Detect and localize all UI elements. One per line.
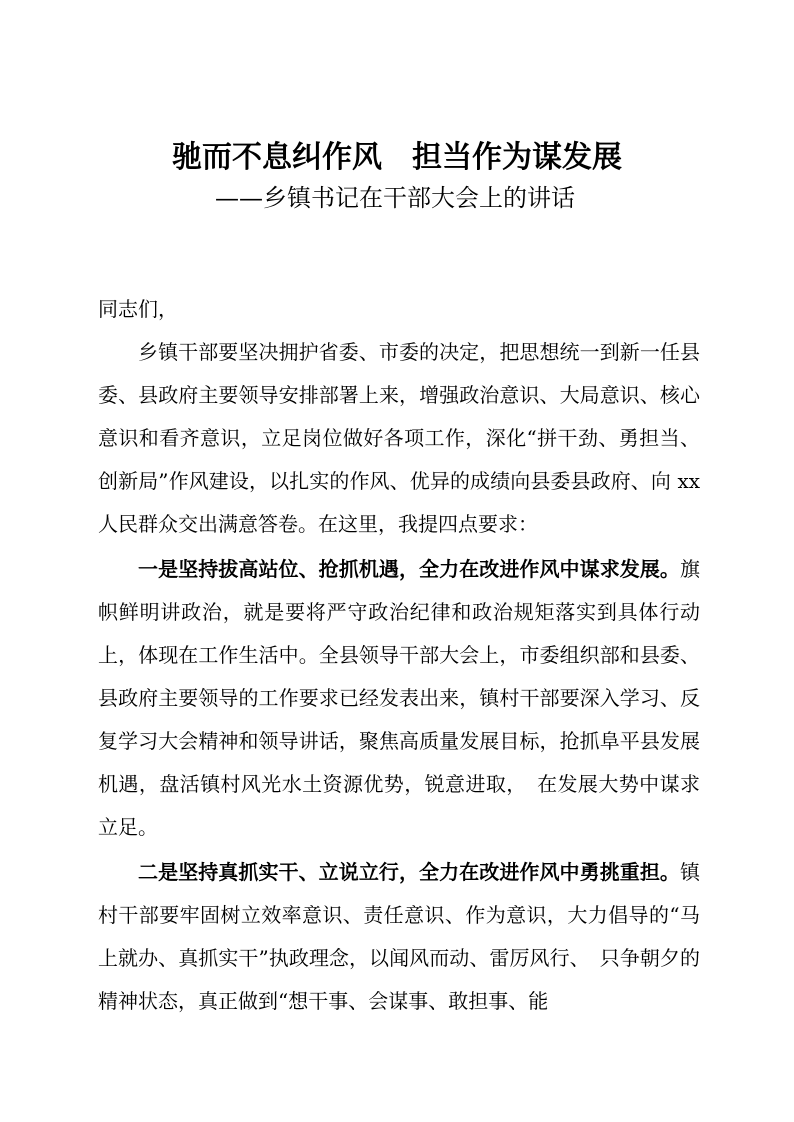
paragraph-3-text: 镇村干部要牢固树立效率意识、责任意识、作为意识，大力倡导的“马上就办、真抓实干”执政理念，以闻风而动、雷厉风行、 只争朝夕的精神状态，真正做到“想干事、会谋事、敢担事、能 xyxy=(98,860,700,1013)
paragraph-3-lead: 二是坚持真抓实干、立说立行，全力在改进作风中勇挑重担。 xyxy=(138,860,680,884)
paragraph-1 xyxy=(98,331,700,546)
paragraph-1-text: 乡镇干部要坚决拥护省委、市委的决定，把思想统一到新一任县委、县政府主要领导安排部署上来，增强政治意识、大局意识、核心意识和看齐意识，立足岗位做好各项工作，深化“拼干劲、勇担当、创新局”作风建设，以扎实的作风、优异的成绩向县委县政府、向 xx 人民群众交出满意答卷。在这里，我提四点要求： xyxy=(98,340,700,536)
document-title: 驰而不息纠作风 担当作为谋发展 xyxy=(172,140,622,175)
paragraph-2-text: 旗帜鲜明讲政治，就是要将严守政治纪律和政治规矩落实到具体行动上，体现在工作生活中。全县领导干部大会上，市委组织部和县委、县政府主要领导的工作要求已经发表出来，镇村干部要深入学习、反复学习大会精神和领导讲话，聚焦高质量发展目标，抢抓阜平县发展机遇，盘活镇村风光水土资源优势，锐意进取， 在发展大势中谋求立足。 xyxy=(98,557,700,839)
greeting: 同志们， xyxy=(98,297,178,321)
paragraph-3 xyxy=(98,851,700,1023)
paragraph-2-lead: 一是坚持拔高站位、抢抓机遇，全力在改进作风中谋求发展。 xyxy=(138,557,680,581)
document-subtitle: ——乡镇书记在干部大会上的讲话 xyxy=(215,184,575,212)
document-body xyxy=(98,288,700,1023)
paragraph-2 xyxy=(98,548,700,849)
